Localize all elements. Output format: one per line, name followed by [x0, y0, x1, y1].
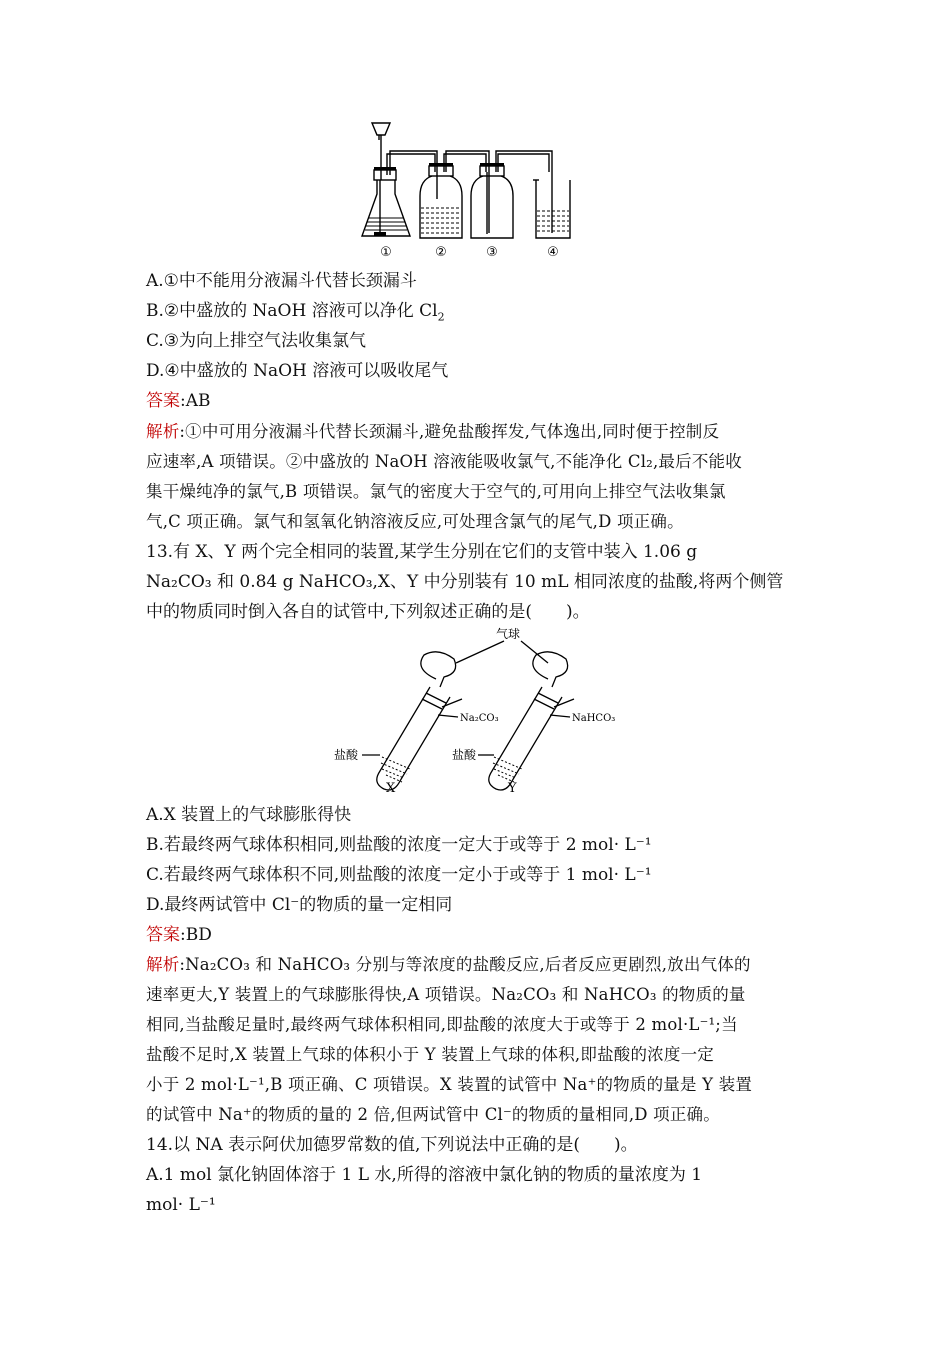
label-4: ④ [547, 245, 559, 260]
q13-option-a: A.X 装置上的气球膨胀得快 [146, 805, 352, 825]
q12-option-d: D.④中盛放的 NaOH 溶液可以吸收尾气 [146, 361, 449, 381]
q13-analysis-line-5: 小于 2 mol·L⁻¹,B 项正确、C 项错误。X 装置的试管中 Na⁺的物质的量是 Y 装置 [146, 1075, 753, 1094]
q12-analysis-line-3: 集干燥纯净的氯气,B 项错误。氯气的密度大于空气的,可用向上排空气法收集氯 [146, 482, 726, 501]
chlorine-apparatus-figure [350, 118, 590, 263]
nahco3-label: NaHCO₃ [572, 713, 616, 724]
q13-analysis-line-4: 盐酸不足时,X 装置上气球的体积小于 Y 装置上气球的体积,即盐酸的浓度一定 [146, 1045, 714, 1064]
q13-option-b: B.若最终两气球体积相同,则盐酸的浓度一定大于或等于 2 mol· L⁻¹ [146, 835, 652, 855]
q14-stem: 14.以 NA 表示阿伏加德罗常数的值,下列说法中正确的是( )。 [146, 1135, 638, 1155]
balloon-test-tube-figure [326, 627, 626, 797]
label-1: ① [380, 245, 392, 260]
balloon-label: 气球 [496, 627, 521, 641]
x-label: X [386, 781, 396, 796]
q13-answer: 答案:BD [146, 925, 212, 945]
q13-analysis-line-1: 解析:Na₂CO₃ 和 NaHCO₃ 分别与等浓度的盐酸反应,后者反应更剧烈,放出气体的 [146, 955, 751, 974]
q13-analysis-line-6: 的试管中 Na⁺的物质的量的 2 倍,但两试管中 Cl⁻的物质的量相同,D 项正确。 [146, 1105, 720, 1124]
na2co3-label: Na₂CO₃ [460, 713, 499, 724]
q12-option-a: A.①中不能用分液漏斗代替长颈漏斗 [146, 271, 417, 291]
q13-stem-line-1: 13.有 X、Y 两个完全相同的装置,某学生分别在它们的支管中装入 1.06 g [146, 542, 698, 562]
q13-analysis-line-3: 相同,当盐酸足量时,最终两气球体积相同,即盐酸的浓度大于或等于 2 mol·L⁻¹;当 [146, 1015, 738, 1034]
acid-label-left: 盐酸 [334, 748, 359, 762]
q12-analysis-line-1: 解析:①中可用分液漏斗代替长颈漏斗,避免盐酸挥发,气体逸出,同时便于控制反 [146, 422, 720, 441]
q13-option-c: C.若最终两气球体积不同,则盐酸的浓度一定小于或等于 1 mol· L⁻¹ [146, 865, 652, 885]
q13-analysis-line-2: 速率更大,Y 装置上的气球膨胀得快,A 项错误。Na₂CO₃ 和 NaHCO₃ 的物质的量 [146, 985, 746, 1004]
label-2: ② [435, 245, 447, 260]
q13-stem-line-3: 中的物质同时倒入各自的试管中,下列叙述正确的是( )。 [146, 602, 590, 622]
acid-label-right: 盐酸 [452, 748, 477, 762]
q14-option-a-line-2: mol· L⁻¹ [146, 1195, 216, 1215]
q12-analysis-line-4: 气,C 项正确。氯气和氢氧化钠溶液反应,可处理含氯气的尾气,D 项正确。 [146, 512, 684, 531]
q12-answer: 答案:AB [146, 391, 211, 411]
y-label: Y [508, 781, 517, 796]
q12-option-b: B.②中盛放的 NaOH 溶液可以净化 $Cl_2$ [146, 301, 445, 324]
q12-option-c: C.③为向上排空气法收集氯气 [146, 331, 367, 351]
q14-option-a-line-1: A.1 mol 氯化钠固体溶于 1 L 水,所得的溶液中氯化钠的物质的量浓度为 1 [146, 1165, 703, 1185]
q12-analysis-line-2: 应速率,A 项错误。②中盛放的 NaOH 溶液能吸收氯气,不能净化 Cl₂,最后不能收 [146, 452, 742, 471]
q13-option-d: D.最终两试管中 Cl⁻的物质的量一定相同 [146, 895, 453, 915]
q13-stem-line-2: Na₂CO₃ 和 0.84 g NaHCO₃,X、Y 中分别装有 10 mL 相同浓度的盐酸,将两个侧管 [146, 572, 784, 592]
label-3: ③ [486, 245, 498, 260]
